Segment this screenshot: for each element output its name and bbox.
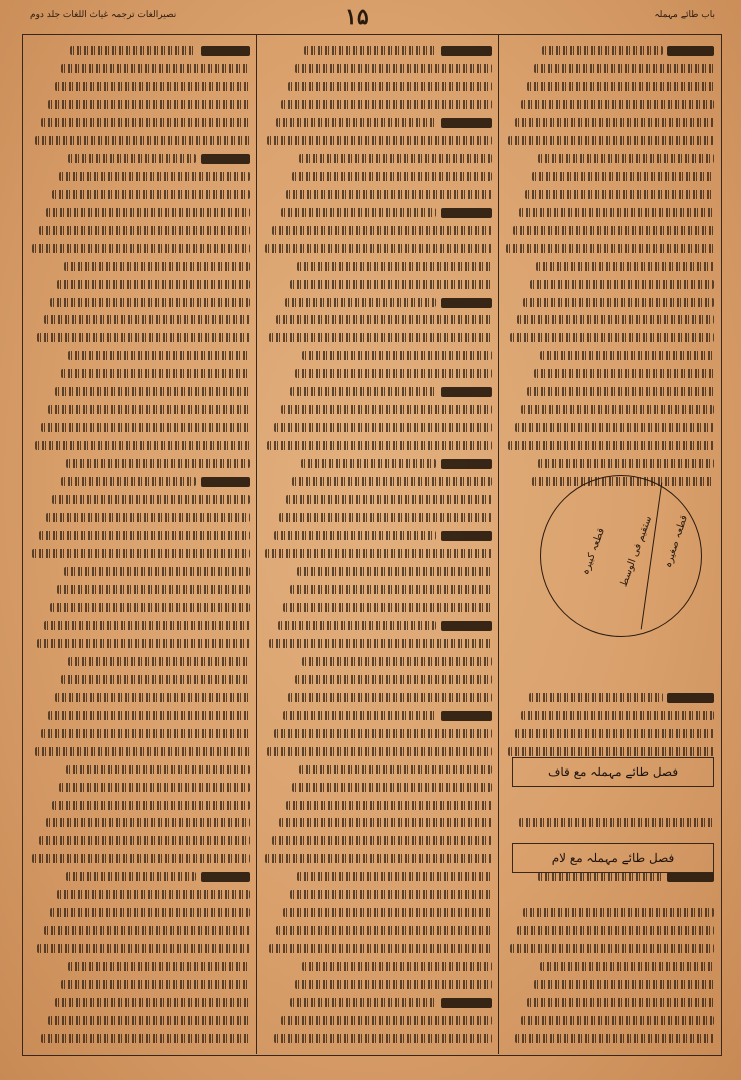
- handwritten-text-line: [70, 46, 196, 55]
- handwritten-text-line: [521, 100, 714, 109]
- handwritten-text-line: [276, 926, 492, 935]
- circle-label-center: ستقیم فی الوسط: [618, 514, 655, 589]
- entry-headword: [201, 46, 250, 56]
- handwritten-text-line: [46, 208, 250, 217]
- handwritten-text-line: [283, 603, 492, 612]
- handwritten-text-line: [61, 980, 250, 989]
- handwritten-text-line: [304, 46, 436, 55]
- handwritten-text-line: [276, 118, 436, 127]
- handwritten-text-line: [48, 100, 250, 109]
- column-divider-left: [256, 34, 257, 1054]
- handwritten-text-line: [515, 423, 714, 432]
- handwritten-text-line: [532, 172, 714, 181]
- handwritten-text-line: [61, 675, 250, 684]
- handwritten-text-line: [515, 729, 714, 738]
- handwritten-text-line: [302, 962, 492, 971]
- handwritten-text-line: [281, 100, 492, 109]
- handwritten-text-line: [61, 369, 250, 378]
- handwritten-text-line: [35, 441, 250, 450]
- handwritten-text-line: [285, 298, 436, 307]
- handwritten-text-line: [41, 118, 250, 127]
- handwritten-text-line: [272, 226, 492, 235]
- entry-headword: [667, 872, 714, 882]
- handwritten-text-line: [68, 154, 196, 163]
- handwritten-text-line: [508, 136, 714, 145]
- handwritten-text-line: [61, 64, 250, 73]
- handwritten-text-line: [50, 603, 250, 612]
- handwritten-text-line: [279, 818, 492, 827]
- handwritten-text-line: [542, 46, 663, 55]
- handwritten-text-line: [48, 711, 250, 720]
- handwritten-text-line: [290, 387, 436, 396]
- handwritten-text-line: [534, 64, 714, 73]
- handwritten-text-line: [32, 549, 250, 558]
- handwritten-text-line: [538, 872, 663, 881]
- handwritten-text-line: [534, 980, 714, 989]
- entry-headword: [441, 208, 492, 218]
- handwritten-text-line: [265, 244, 492, 253]
- handwritten-text-line: [286, 190, 492, 199]
- handwritten-text-line: [48, 1016, 250, 1025]
- section-heading-qaf: فصل طائے مہملہ مع قاف: [547, 765, 679, 779]
- handwritten-text-line: [297, 262, 492, 271]
- handwritten-text-line: [269, 639, 492, 648]
- handwritten-text-line: [292, 477, 492, 486]
- handwritten-text-line: [46, 513, 250, 522]
- circle-label-large-segment: قطعہ کبیرہ: [579, 526, 608, 577]
- handwritten-text-line: [525, 190, 714, 199]
- handwritten-text-line: [39, 836, 250, 845]
- entry-headword: [441, 387, 492, 397]
- handwritten-text-line: [55, 693, 250, 702]
- handwritten-text-line: [39, 226, 250, 235]
- handwritten-text-line: [295, 64, 492, 73]
- handwritten-text-line: [521, 711, 714, 720]
- handwritten-text-line: [66, 459, 250, 468]
- handwritten-text-line: [66, 872, 196, 881]
- handwritten-text-line: [523, 908, 714, 917]
- handwritten-text-line: [540, 962, 714, 971]
- handwritten-text-line: [41, 729, 250, 738]
- handwritten-text-line: [35, 136, 250, 145]
- entry-headword: [201, 154, 250, 164]
- handwritten-text-line: [279, 513, 492, 522]
- entry-headword: [667, 46, 714, 56]
- entry-headword: [441, 531, 492, 541]
- handwritten-text-line: [61, 477, 196, 486]
- handwritten-text-line: [55, 387, 250, 396]
- handwritten-text-line: [286, 801, 492, 810]
- handwritten-text-line: [46, 818, 250, 827]
- handwritten-text-line: [283, 711, 436, 720]
- handwritten-text-line: [527, 387, 714, 396]
- handwritten-text-line: [302, 351, 492, 360]
- handwritten-text-line: [283, 908, 492, 917]
- handwritten-text-line: [301, 459, 436, 468]
- handwritten-text-line: [290, 585, 492, 594]
- entry-headword: [441, 298, 492, 308]
- handwritten-text-line: [32, 854, 250, 863]
- handwritten-text-line: [506, 244, 714, 253]
- handwritten-text-line: [37, 639, 250, 648]
- handwritten-text-line: [68, 657, 250, 666]
- handwritten-text-line: [269, 333, 492, 342]
- handwritten-text-line: [523, 298, 714, 307]
- handwritten-text-line: [265, 549, 492, 558]
- handwritten-text-line: [281, 405, 492, 414]
- handwritten-text-line: [276, 315, 492, 324]
- handwritten-text-line: [55, 998, 250, 1007]
- handwritten-text-line: [50, 298, 250, 307]
- handwritten-text-line: [37, 333, 250, 342]
- entry-headword: [667, 693, 714, 703]
- handwritten-text-line: [521, 405, 714, 414]
- handwritten-text-line: [32, 244, 250, 253]
- handwritten-text-line: [267, 747, 492, 756]
- handwritten-text-line: [37, 944, 250, 953]
- handwritten-text-line: [515, 1034, 714, 1043]
- handwritten-text-line: [521, 1016, 714, 1025]
- handwritten-text-line: [267, 441, 492, 450]
- handwritten-text-line: [517, 315, 714, 324]
- handwritten-text-line: [286, 495, 492, 504]
- handwritten-text-line: [281, 208, 436, 217]
- handwritten-text-line: [267, 136, 492, 145]
- handwritten-text-line: [297, 567, 492, 576]
- handwritten-text-line: [295, 675, 492, 684]
- entry-headword: [201, 477, 250, 487]
- handwritten-text-line: [35, 747, 250, 756]
- handwritten-text-line: [269, 944, 492, 953]
- handwritten-text-line: [530, 280, 714, 289]
- left-running-title: نصیرالغات ترجمہ غیاث اللغات جلد دوم: [30, 10, 177, 20]
- handwritten-text-line: [39, 531, 250, 540]
- handwritten-text-line: [517, 926, 714, 935]
- handwritten-text-line: [44, 315, 250, 324]
- left-column: [30, 40, 252, 1046]
- handwritten-text-line: [48, 405, 250, 414]
- handwritten-text-line: [510, 333, 714, 342]
- handwritten-text-line: [538, 459, 714, 468]
- handwritten-text-line: [297, 872, 492, 881]
- handwritten-text-line: [292, 172, 492, 181]
- handwritten-text-line: [44, 926, 250, 935]
- handwritten-text-line: [288, 82, 492, 91]
- handwritten-text-line: [290, 998, 436, 1007]
- entry-headword: [441, 621, 492, 631]
- handwritten-text-line: [508, 441, 714, 450]
- handwritten-text-line: [55, 82, 250, 91]
- handwritten-text-line: [274, 729, 492, 738]
- handwritten-text-line: [290, 890, 492, 899]
- handwritten-text-line: [295, 980, 492, 989]
- handwritten-text-line: [536, 262, 714, 271]
- handwritten-text-line: [274, 1034, 492, 1043]
- section-heading-box-lam: [512, 843, 714, 873]
- handwritten-text-line: [52, 801, 250, 810]
- handwritten-text-line: [288, 693, 492, 702]
- handwritten-text-line: [52, 495, 250, 504]
- circle-label-small-segment: قطعہ صغیرہ: [662, 513, 690, 570]
- circle-chord-line: [641, 483, 663, 630]
- handwritten-text-line: [57, 585, 250, 594]
- handwritten-text-line: [540, 351, 714, 360]
- section-heading-lam: فصل طائے مہملہ مع لام: [551, 851, 675, 865]
- handwritten-text-line: [59, 172, 250, 181]
- handwritten-text-line: [44, 621, 250, 630]
- entry-headword: [441, 459, 492, 469]
- handwritten-text-line: [292, 783, 492, 792]
- handwritten-text-line: [274, 531, 436, 540]
- handwritten-text-line: [527, 998, 714, 1007]
- handwritten-text-line: [278, 621, 436, 630]
- entry-headword: [201, 872, 250, 882]
- entry-headword: [441, 46, 492, 56]
- handwritten-text-line: [295, 369, 492, 378]
- handwritten-text-line: [538, 154, 714, 163]
- handwritten-text-line: [299, 154, 492, 163]
- handwritten-text-line: [59, 783, 250, 792]
- handwritten-text-line: [41, 423, 250, 432]
- handwritten-text-line: [57, 890, 250, 899]
- handwritten-text-line: [529, 693, 663, 702]
- handwritten-text-line: [290, 280, 492, 289]
- entry-headword: [441, 711, 492, 721]
- handwritten-text-line: [519, 818, 714, 827]
- handwritten-text-line: [302, 657, 492, 666]
- circle-diagram: [540, 475, 702, 637]
- middle-column: [262, 40, 494, 1046]
- handwritten-text-line: [281, 1016, 492, 1025]
- handwritten-text-line: [299, 765, 492, 774]
- handwritten-text-line: [515, 118, 714, 127]
- handwritten-text-line: [527, 82, 714, 91]
- section-heading-box-qaf: [512, 757, 714, 787]
- handwritten-text-line: [508, 747, 714, 756]
- handwritten-text-line: [274, 423, 492, 432]
- handwritten-text-line: [50, 908, 250, 917]
- page-number: ۱۵: [345, 4, 369, 30]
- handwritten-text-line: [64, 262, 250, 271]
- column-divider-right: [498, 34, 499, 1054]
- handwritten-text-line: [41, 1034, 250, 1043]
- handwritten-text-line: [510, 944, 714, 953]
- handwritten-text-line: [272, 836, 492, 845]
- handwritten-text-line: [68, 962, 250, 971]
- handwritten-text-line: [57, 280, 250, 289]
- entry-headword: [441, 998, 492, 1008]
- handwritten-text-line: [534, 369, 714, 378]
- handwritten-text-line: [52, 190, 250, 199]
- handwritten-text-line: [519, 208, 714, 217]
- handwritten-text-line: [64, 567, 250, 576]
- right-running-title: باب طائے مہملہ: [654, 10, 715, 20]
- handwritten-text-line: [66, 765, 250, 774]
- handwritten-text-line: [513, 226, 714, 235]
- handwritten-text-line: [68, 351, 250, 360]
- handwritten-text-line: [265, 854, 492, 863]
- entry-headword: [441, 118, 492, 128]
